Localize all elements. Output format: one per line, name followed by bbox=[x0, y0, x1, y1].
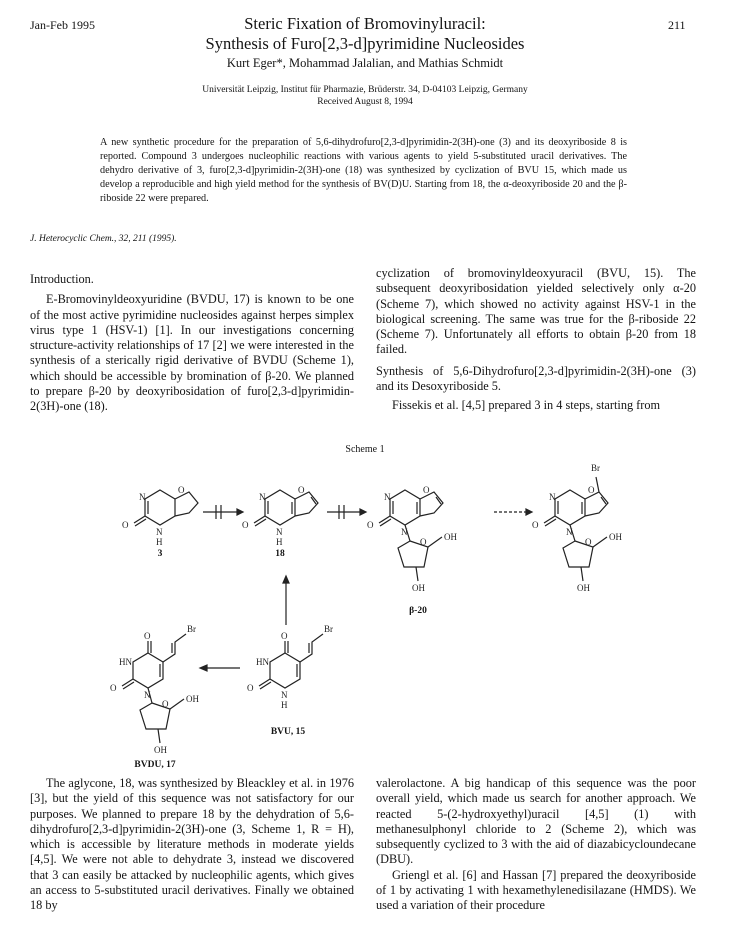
atom-O-bvu-a: O bbox=[281, 631, 288, 641]
atom-OH-tb: OH bbox=[577, 583, 590, 593]
affiliation: Universität Leipzig, Institut für Pharmazie, Brüderstr. 34, D-04103 Leipzig, Germany bbox=[202, 85, 528, 95]
scheme-caption: Scheme 1 bbox=[345, 444, 385, 455]
right-column-top bbox=[376, 266, 696, 414]
atom-HN-bvdu: HN bbox=[119, 657, 132, 667]
section-heading-synthesis: Synthesis of 5,6-Dihydrofuro[2,3-d]pyrimidin-2(3H)-one (3) and its Desoxyriboside 5. bbox=[376, 363, 696, 394]
atom-N-20b: N bbox=[401, 527, 408, 537]
section-heading-introduction: Introduction. bbox=[30, 272, 94, 286]
right-paragraph-2: Fissekis et al. [4,5] prepared 3 in 4 steps, starting from bbox=[392, 398, 661, 413]
left-column-bottom bbox=[30, 776, 354, 914]
atom-N-tb: N bbox=[566, 527, 573, 537]
atom-O-ta: O bbox=[532, 520, 539, 530]
atom-N-20a: N bbox=[384, 492, 391, 502]
right-bottom-paragraph-2: Griengl et al. [6] and Hassan [7] prepared the deoxyriboside of 1 by activating 1 with hexamethylenedisilazane (HMDS). We used a variation of their procedure bbox=[376, 867, 696, 913]
atom-O-bvdu-b: O bbox=[110, 683, 117, 693]
atom-Br-bvu: Br bbox=[324, 624, 333, 634]
compound-18-structure bbox=[242, 485, 318, 547]
atom-O-20c: O bbox=[420, 537, 427, 547]
label-compound-18: 18 bbox=[275, 549, 285, 559]
atom-H-18: H bbox=[276, 537, 283, 547]
dashed-arrow bbox=[494, 509, 532, 515]
authors: Kurt Eger*, Mohammad Jalalian, and Mathias Schmidt bbox=[226, 56, 504, 70]
compound-beta-20-structure bbox=[367, 485, 457, 593]
atom-OH-ta: OH bbox=[609, 532, 622, 542]
aglycone-paragraph: The aglycone, 18, was synthesized by Bleackley et al. in 1976 [3], but the yield of this sequence was not satisfactory for our purposes. We planned to prepare 18 by the dehydration of 5,6-dihydrofuro[2,3-d]pyrimidin-2(3H)-one (3, Scheme 1, R = H), which is accessible by literature methods in moderate yields [4,5]. We were not able to dehydrate 3, instead we discovered that 3 can easily be attacked by nucleophilic agents, which gives an access to 5-substituted uracil derivatives. Finally we obtained 18 by bbox=[30, 776, 354, 913]
label-bvu-15: BVU, 15 bbox=[270, 727, 306, 737]
compound-3-structure bbox=[122, 485, 198, 547]
atom-N-bvdu: N bbox=[144, 690, 151, 700]
atom-OH-bvdu-a: OH bbox=[186, 694, 199, 704]
atom-Br-bvdu: Br bbox=[187, 624, 196, 634]
label-compound-3: 3 bbox=[157, 549, 163, 559]
atom-OH-20a: OH bbox=[444, 532, 457, 542]
atom-N-3b: N bbox=[156, 527, 163, 537]
atom-O-bvdu-c: O bbox=[162, 699, 169, 709]
compound-bvdu-structure bbox=[110, 624, 199, 755]
received-date: Received August 8, 1994 bbox=[317, 97, 413, 107]
compound-bvu-structure bbox=[247, 624, 333, 710]
atom-O-tb: O bbox=[588, 485, 595, 495]
right-column-bottom bbox=[376, 776, 696, 914]
atom-H-bvu: H bbox=[281, 700, 288, 710]
right-bottom-paragraph-1: valerolactone. A big handicap of this sequence was the poor overall yield, which made us search for another approach. We reacted 5-(2-hydroxyethyl)uracil [4,5] (1) with methanesulphonyl chloride to 2 (Scheme 2), which was subsequently cyclized to 3 with the aid of diazabicycloundecane (DBU). bbox=[376, 776, 696, 867]
atom-O-tc: O bbox=[585, 537, 592, 547]
label-bvdu-17: BVDU, 17 bbox=[134, 760, 176, 770]
atom-H-3: H bbox=[156, 537, 163, 547]
vertical-arrow bbox=[283, 576, 289, 625]
running-header-date: Jan-Feb 1995 bbox=[30, 18, 95, 32]
atom-N-3a: N bbox=[139, 492, 146, 502]
atom-O-20a: O bbox=[367, 520, 374, 530]
journal-citation: J. Heterocyclic Chem., 32, 211 (1995). bbox=[30, 234, 177, 244]
atom-N-18b: N bbox=[276, 527, 283, 537]
atom-N-ta: N bbox=[549, 492, 556, 502]
article-title-line1: Steric Fixation of Bromovinyluracil: bbox=[244, 14, 486, 33]
atom-O-18a: O bbox=[242, 520, 249, 530]
blocked-arrow-1 bbox=[203, 505, 243, 519]
article-title-line2: Synthesis of Furo[2,3-d]pyrimidine Nucleosides bbox=[205, 34, 525, 53]
scheme-1-diagram bbox=[0, 455, 729, 755]
compound-bromo-target-structure bbox=[532, 463, 622, 593]
left-column-intro bbox=[30, 272, 354, 415]
atom-O-bvdu-a: O bbox=[144, 631, 151, 641]
atom-OH-bvdu-b: OH bbox=[154, 745, 167, 755]
atom-HN-bvu: HN bbox=[256, 657, 269, 667]
atom-N-18a: N bbox=[259, 492, 266, 502]
abstract: A new synthetic procedure for the preparation of 5,6-dihydrofuro[2,3-d]pyrimidin-2(3H)-one (3) and its deoxyriboside 8 is reported. Compound 3 undergoes nucleophilic reactions with various agents to yield 5-substituted uracil derivatives. The dehydro derivative of 3, furo[2,3-d]pyrimidin-2(3H)-one (18) was synthesized by cyclization of BVU 15, which made us develop a reproducible and high yield method for the synthesis of BV(D)U. Starting from 18, the α-deoxyriboside 20 and the β-riboside 22 were prepared. bbox=[100, 137, 627, 204]
right-paragraph-1: cyclization of bromovinyldeoxyuracil (BVU, 15). The subsequent deoxyribosidation yielded selectively only α-20 (Scheme 7), which showed no activity against HSV-1 in the biological screening. The same was true for the β-riboside 22 (Scheme 7). Unfortunately all efforts to obtain β-20 from 18 failed. bbox=[376, 266, 696, 357]
atom-O-18b: O bbox=[298, 485, 305, 495]
atom-O-bvu-b: O bbox=[247, 683, 254, 693]
atom-Br-target: Br bbox=[591, 463, 600, 473]
atom-O-3b: O bbox=[178, 485, 185, 495]
intro-paragraph: E-Bromovinyldeoxyuridine (BVDU, 17) is known to be one of the most active pyrimidine nucleosides against herpes simplex virus type 1 (HSV-1) [1]. In our investigations concerning structure-activity relationships of 17 [2] we were interested in the synthesis of a sterically rigid derivative of BVDU (Scheme 1), which should be accessible by bromination of β-20. We planned to prepare β-20 by deoxyribosidation of furo[2,3-d]pyrimidin-2(3H)-one (18). bbox=[30, 292, 354, 414]
page-number: 211 bbox=[668, 18, 686, 32]
atom-OH-20b: OH bbox=[412, 583, 425, 593]
atom-O-20b: O bbox=[423, 485, 430, 495]
label-beta-20: β-20 bbox=[409, 606, 427, 616]
atom-N-bvu: N bbox=[281, 690, 288, 700]
atom-O-3a: O bbox=[122, 520, 129, 530]
blocked-arrow-2 bbox=[327, 505, 366, 519]
left-arrow bbox=[200, 665, 240, 671]
